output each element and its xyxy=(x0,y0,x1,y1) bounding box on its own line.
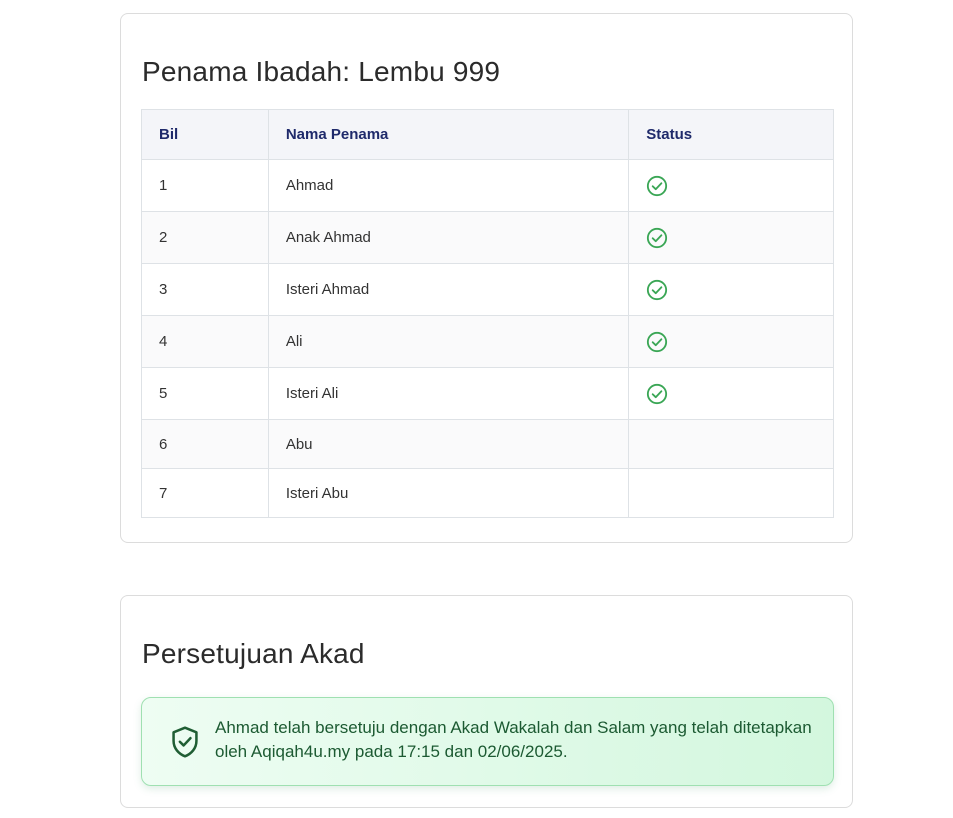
cell-bil: 2 xyxy=(142,212,269,264)
cell-status xyxy=(629,420,834,469)
table-row xyxy=(142,264,834,316)
consent-message: Ahmad telah bersetuju dengan Akad Wakalah dan Salam yang telah ditetapkan oleh Aqiqah4u.my pada 17:15 dan 02/06/2025. xyxy=(215,718,812,761)
cell-status xyxy=(629,469,834,518)
table-row xyxy=(142,368,834,420)
column-header-nama-penama: Nama Penama xyxy=(268,110,628,160)
table-row xyxy=(142,212,834,264)
cell-bil: 1 xyxy=(142,160,269,212)
cell-nama-penama: Ahmad xyxy=(268,160,628,212)
cell-bil: 6 xyxy=(142,420,269,469)
column-header-bil: Bil xyxy=(142,110,269,160)
cell-nama-penama: Anak Ahmad xyxy=(268,212,628,264)
table-header-row xyxy=(142,110,834,160)
cell-bil: 7 xyxy=(142,469,269,518)
participants-title: Penama Ibadah: Lembu 999 xyxy=(142,56,501,87)
cell-bil: 3 xyxy=(142,264,269,316)
column-header-status: Status xyxy=(629,110,834,160)
participants-card xyxy=(120,13,853,543)
table-row xyxy=(142,316,834,368)
shield-check-icon xyxy=(171,726,199,758)
cell-nama-penama: Isteri Abu xyxy=(268,469,628,518)
check-circle-icon xyxy=(646,279,668,301)
check-circle-icon xyxy=(646,383,668,405)
cell-nama-penama: Ali xyxy=(268,316,628,368)
akad-card xyxy=(120,595,853,808)
check-circle-icon xyxy=(646,175,668,197)
cell-nama-penama: Isteri Ahmad xyxy=(268,264,628,316)
participants-table xyxy=(141,109,834,518)
cell-status xyxy=(629,368,834,420)
akad-title: Persetujuan Akad xyxy=(142,638,365,669)
check-circle-icon xyxy=(646,227,668,249)
cell-status xyxy=(629,212,834,264)
cell-status xyxy=(629,264,834,316)
cell-status xyxy=(629,160,834,212)
cell-bil: 5 xyxy=(142,368,269,420)
table-row xyxy=(142,420,834,469)
table-row xyxy=(142,469,834,518)
table-row xyxy=(142,160,834,212)
cell-bil: 4 xyxy=(142,316,269,368)
check-circle-icon xyxy=(646,331,668,353)
consent-alert xyxy=(141,697,834,786)
cell-status xyxy=(629,316,834,368)
cell-nama-penama: Isteri Ali xyxy=(268,368,628,420)
cell-nama-penama: Abu xyxy=(268,420,628,469)
